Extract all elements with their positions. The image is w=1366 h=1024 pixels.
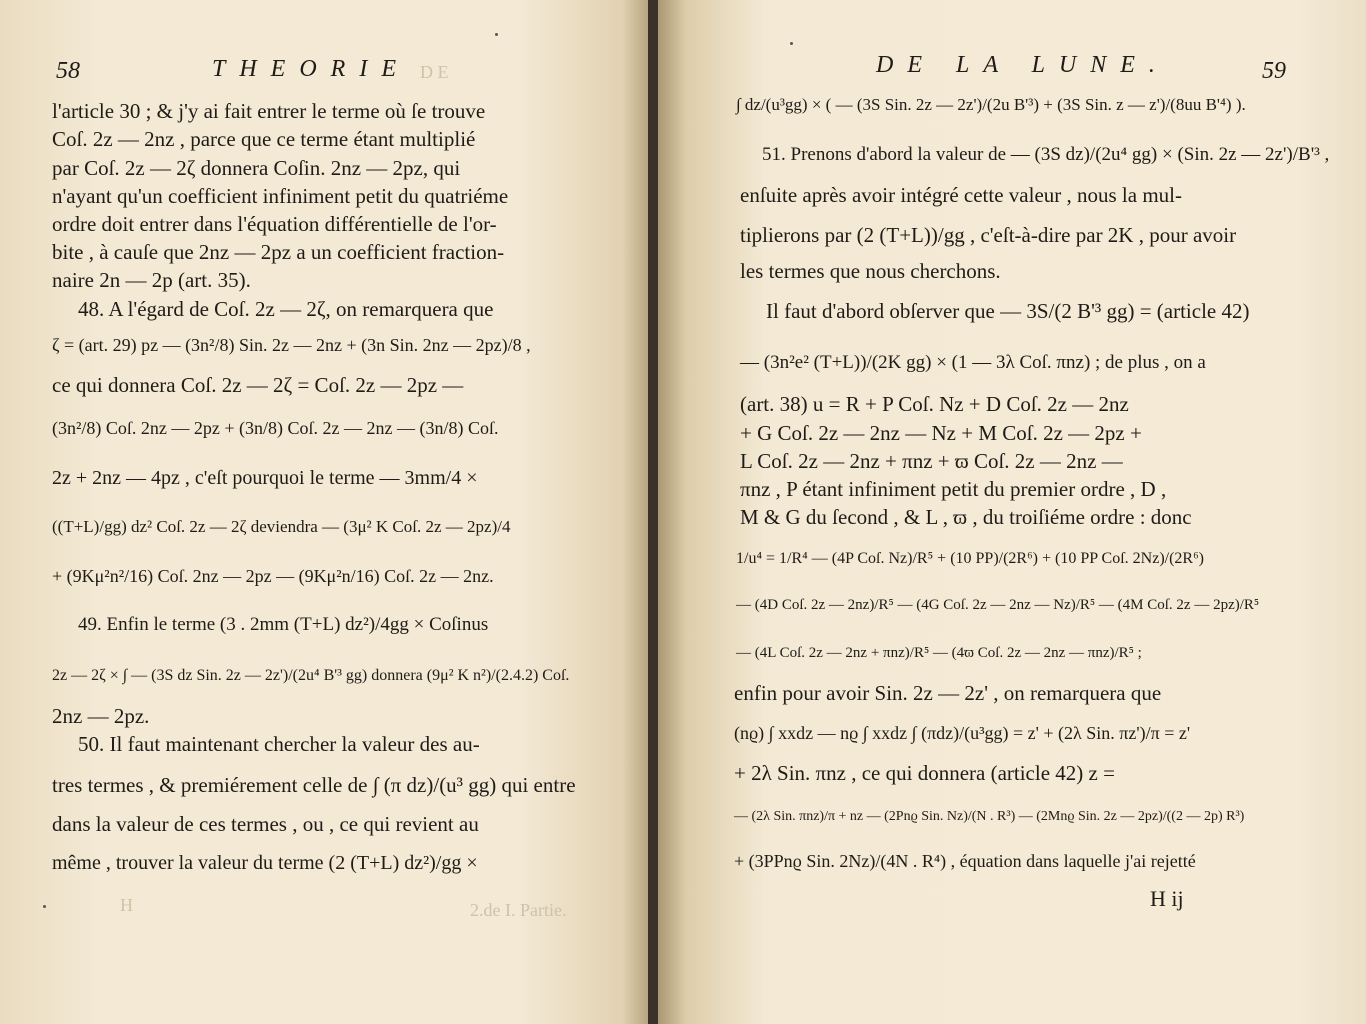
show-through-text: H bbox=[120, 895, 133, 915]
text-line: 2nz — 2pz. bbox=[52, 704, 150, 728]
show-through-text: D E bbox=[420, 62, 449, 82]
formula-line: 2z — 2ζ × ∫ — (3S dz Sin. 2z — 2z')/(2u⁴ B'³ gg) donnera (9μ² K n²)/(2.4.2) Coſ. bbox=[52, 667, 570, 684]
book-gutter bbox=[648, 0, 658, 1024]
formula-line: + (3PPnϱ Sin. 2Nz)/(4N . R⁴) , équation dans laquelle j'ai rejetté bbox=[734, 851, 1196, 871]
paper-speck bbox=[43, 905, 46, 908]
formula-line: — (2λ Sin. πnz)/π + nz — (2Pnϱ Sin. Nz)/(N . R³) — (2Mnϱ Sin. 2z — 2pz)/((2 — 2p) R³) bbox=[734, 809, 1245, 824]
running-head: DE LA LUNE. bbox=[876, 52, 1169, 78]
text-line: 51. Prenons d'abord la valeur de — (3S dz)/(2u⁴ gg) × (Sin. 2z — 2z')/B'³ , bbox=[762, 144, 1330, 165]
paper-speck bbox=[495, 33, 498, 36]
formula-line: — (4L Coſ. 2z — 2nz + πnz)/R⁵ — (4ϖ Coſ. 2z — 2nz — πnz)/R⁵ ; bbox=[736, 645, 1142, 661]
text-line: même , trouver la valeur du terme (2 (T+L) dz²)/gg × bbox=[52, 852, 478, 874]
text-line: Il faut d'abord obſerver que — 3S/(2 B'³ gg) = (article 42) bbox=[766, 299, 1250, 323]
text-line: enſuite après avoir intégré cette valeur , nous la mul- bbox=[740, 183, 1182, 207]
formula-line: ζ = (art. 29) pz — (3n²/8) Sin. 2z — 2nz + (3n Sin. 2nz — 2pz)/8 , bbox=[52, 335, 531, 355]
formula-line: (3n²/8) Coſ. 2nz — 2pz + (3n/8) Coſ. 2z — 2nz — (3n/8) Coſ. bbox=[52, 418, 499, 438]
text-line: tiplierons par (2 (T+L))/gg , c'eſt-à-dire par 2K , pour avoir bbox=[740, 223, 1237, 247]
text-line: + G Coſ. 2z — 2nz — Nz + M Coſ. 2z — 2pz + bbox=[740, 421, 1142, 445]
left-page bbox=[0, 0, 648, 1024]
text-line: dans la valeur de ces termes , ou , ce qui revient au bbox=[52, 812, 479, 836]
formula-line: (nϱ) ∫ xxdz — nϱ ∫ xxdz ∫ (πdz)/(u³gg) = z' + (2λ Sin. πz')/π = z' bbox=[734, 723, 1191, 743]
text-line: bite , à cauſe que 2nz — 2pz a un coefficient fraction- bbox=[52, 240, 505, 264]
show-through-text: 2.de I. Partie. bbox=[470, 900, 567, 920]
text-line: πnz , P étant infiniment petit du premier ordre , D , bbox=[740, 477, 1167, 501]
text-line: 50. Il faut maintenant chercher la valeur des au- bbox=[78, 732, 480, 756]
text-line: M & G du ſecond , & L , ϖ , du troiſiéme ordre : donc bbox=[740, 505, 1192, 529]
formula-line: 49. Enfin le terme (3 . 2mm (T+L) dz²)/4gg × Coſinus bbox=[78, 614, 489, 635]
text-line: enfin pour avoir Sin. 2z — 2z' , on remarquera que bbox=[734, 681, 1162, 705]
text-line: + 2λ Sin. πnz , ce qui donnera (article 42) z = bbox=[734, 761, 1115, 785]
formula-line: — (4D Coſ. 2z — 2nz)/R⁵ — (4G Coſ. 2z — 2nz — Nz)/R⁵ — (4M Coſ. 2z — 2pz)/R⁵ bbox=[736, 597, 1260, 613]
page-number: 59 bbox=[1262, 58, 1286, 84]
text-line: ordre doit entrer dans l'équation différentielle de l'or- bbox=[52, 212, 497, 236]
formula-line: ((T+L)/gg) dz² Coſ. 2z — 2ζ deviendra — (3μ² K Coſ. 2z — 2pz)/4 bbox=[52, 517, 511, 536]
formula-line: 1/u⁴ = 1/R⁴ — (4P Coſ. Nz)/R⁵ + (10 PP)/(2R⁶) + (10 PP Coſ. 2Nz)/(2R⁶) bbox=[736, 550, 1205, 567]
text-line: l'article 30 ; & j'y ai fait entrer le terme où ſe trouve bbox=[52, 99, 486, 123]
text-line: les termes que nous cherchons. bbox=[740, 259, 1001, 283]
running-head: THEORIE bbox=[212, 56, 410, 82]
text-line: tres termes , & premiérement celle de ∫ (π dz)/(u³ gg) qui entre bbox=[52, 773, 576, 797]
text-line: L Coſ. 2z — 2nz + πnz + ϖ Coſ. 2z — 2nz — bbox=[740, 449, 1123, 473]
formula-line: ∫ dz/(u³gg) × ( — (3S Sin. 2z — 2z')/(2u B'³) + (3S Sin. z — z')/(8uu B'⁴) ). bbox=[736, 95, 1246, 114]
text-line: 2z + 2nz — 4pz , c'eſt pourquoi le terme — 3mm/4 × bbox=[52, 467, 478, 489]
text-line: naire 2n — 2p (art. 35). bbox=[52, 268, 251, 292]
page-number: 58 bbox=[56, 58, 80, 84]
right-page bbox=[658, 0, 1366, 1024]
signature-mark: H ij bbox=[1150, 886, 1184, 911]
text-line: — (3n²e² (T+L))/(2K gg) × (1 — 3λ Coſ. πnz) ; de plus , on a bbox=[740, 352, 1206, 373]
text-line: par Coſ. 2z — 2ζ donnera Coſin. 2nz — 2pz, qui bbox=[52, 156, 461, 180]
text-line: (art. 38) u = R + P Coſ. Nz + D Coſ. 2z — 2nz bbox=[740, 392, 1129, 416]
text-line: n'ayant qu'un coefficient infiniment petit du quatriéme bbox=[52, 184, 509, 208]
text-line: 48. A l'égard de Coſ. 2z — 2ζ, on remarquera que bbox=[78, 297, 494, 321]
text-line: Coſ. 2z — 2nz , parce que ce terme étant multiplié bbox=[52, 127, 476, 151]
text-line: ce qui donnera Coſ. 2z — 2ζ = Coſ. 2z — 2pz — bbox=[52, 373, 464, 397]
paper-speck bbox=[790, 42, 793, 45]
formula-line: + (9Kμ²n²/16) Coſ. 2nz — 2pz — (9Kμ²n/16) Coſ. 2z — 2nz. bbox=[52, 566, 494, 586]
